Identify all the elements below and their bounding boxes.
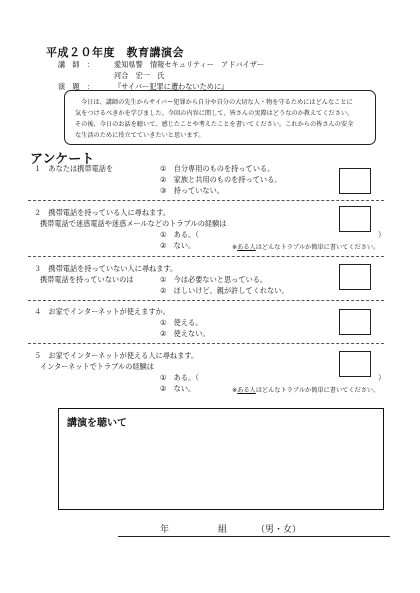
topic-label: 演 題 ： (58, 82, 94, 91)
q5-option-1: ① ある。（ (160, 373, 199, 382)
divider (28, 200, 384, 201)
q4-answer-box[interactable] (339, 309, 371, 335)
footer-year: 年 (160, 525, 170, 535)
note-underlined: ある人 (237, 244, 256, 251)
note-text: はどんなトラブルか簡単に書いてください。 (255, 244, 380, 251)
q3-answer-box[interactable] (339, 264, 371, 290)
divider (28, 343, 384, 344)
divider (28, 300, 384, 301)
instruction-line: な生活のために役立てていきたいと思います。 (75, 132, 205, 139)
question-3: ３ 携帯電話を持っていない人に尋ねます。 (34, 264, 178, 273)
page-title: 平成２０年度 教育講演会 (46, 46, 184, 59)
instruction-line: 今日は、講師の先生からサイバー犯罪から自分や自分の大切な人・物を守るためにはどんなことに (81, 99, 353, 106)
note-text: はどんなトラブルか簡単に書いてください。 (255, 387, 380, 394)
question-3-sub: 携帯電話を持っていないのは (40, 275, 134, 284)
instruction-line: その後、今日のお話を聴いて、感じたことや考えたことを書いてください。これからの皆さんの安全 (75, 121, 354, 128)
q5-option-2: ② ない。 (160, 384, 196, 393)
q2-option-2: ② ない。 (160, 241, 196, 250)
q3-option-2: ② ほしいけど、親が許してくれない。 (160, 286, 289, 295)
q2-option-1: ① ある。（ (160, 230, 199, 239)
q1-answer-box[interactable] (339, 168, 371, 194)
lecture-topic: 『サイバー犯罪に遭わないために』 (114, 82, 229, 91)
question-2-sub: 携帯電話で迷惑電話や迷惑メールなどのトラブルの経験は (40, 219, 227, 228)
speaker-label: 講 師 ： (58, 60, 94, 69)
divider (28, 256, 384, 257)
name-line (118, 536, 390, 537)
note-mark: ※ (232, 387, 238, 394)
q1-option-3: ③ 持っていない。 (160, 186, 224, 195)
speaker-org: 愛知県警 情報セキュリティー アドバイザー (114, 60, 265, 69)
survey-heading: アンケート (30, 152, 95, 167)
question-4: ４ お家でインターネットが使えますか。 (34, 307, 170, 316)
question-5-sub: インターネットでトラブルの経験は (40, 362, 154, 371)
q2-answer-box[interactable] (339, 206, 371, 232)
q2-note (232, 242, 379, 251)
speaker-name: 河合 宏一 氏 (114, 71, 165, 80)
q5-paren-close: ） (378, 373, 386, 382)
q1-option-2: ② 家族と共用のものを持っている。 (160, 175, 282, 184)
question-2: ２ 携帯電話を持っている人に尋ねます。 (34, 208, 170, 217)
footer-gender: （男・女） (256, 525, 302, 535)
q4-option-2: ② 使えない。 (160, 329, 210, 338)
footer-class: 組 (218, 525, 228, 535)
q2-paren-close: ） (378, 230, 386, 239)
q5-note (232, 385, 379, 394)
impression-textarea[interactable] (58, 408, 384, 510)
q4-option-1: ① 使える。 (160, 318, 203, 327)
q3-option-1: ① 今は必要ないと思っている。 (160, 275, 268, 284)
instruction-box (64, 90, 376, 145)
instruction-line: 気をつけるべきかを学びました。今回の内容に関して、皆さんの実際はどうなのか教えてください。 (75, 110, 354, 117)
note-underlined: ある人 (237, 387, 256, 394)
question-5: ５ お家でインターネットが使える人に尋ねます。 (34, 351, 199, 360)
q1-option-1: ① 自分専用のものを持っている。 (160, 164, 275, 173)
impression-heading: 講演を聴いて (67, 418, 127, 429)
question-1: １ あなたは携帯電話を (34, 164, 114, 173)
q5-answer-box[interactable] (339, 351, 371, 377)
note-mark: ※ (232, 244, 238, 251)
